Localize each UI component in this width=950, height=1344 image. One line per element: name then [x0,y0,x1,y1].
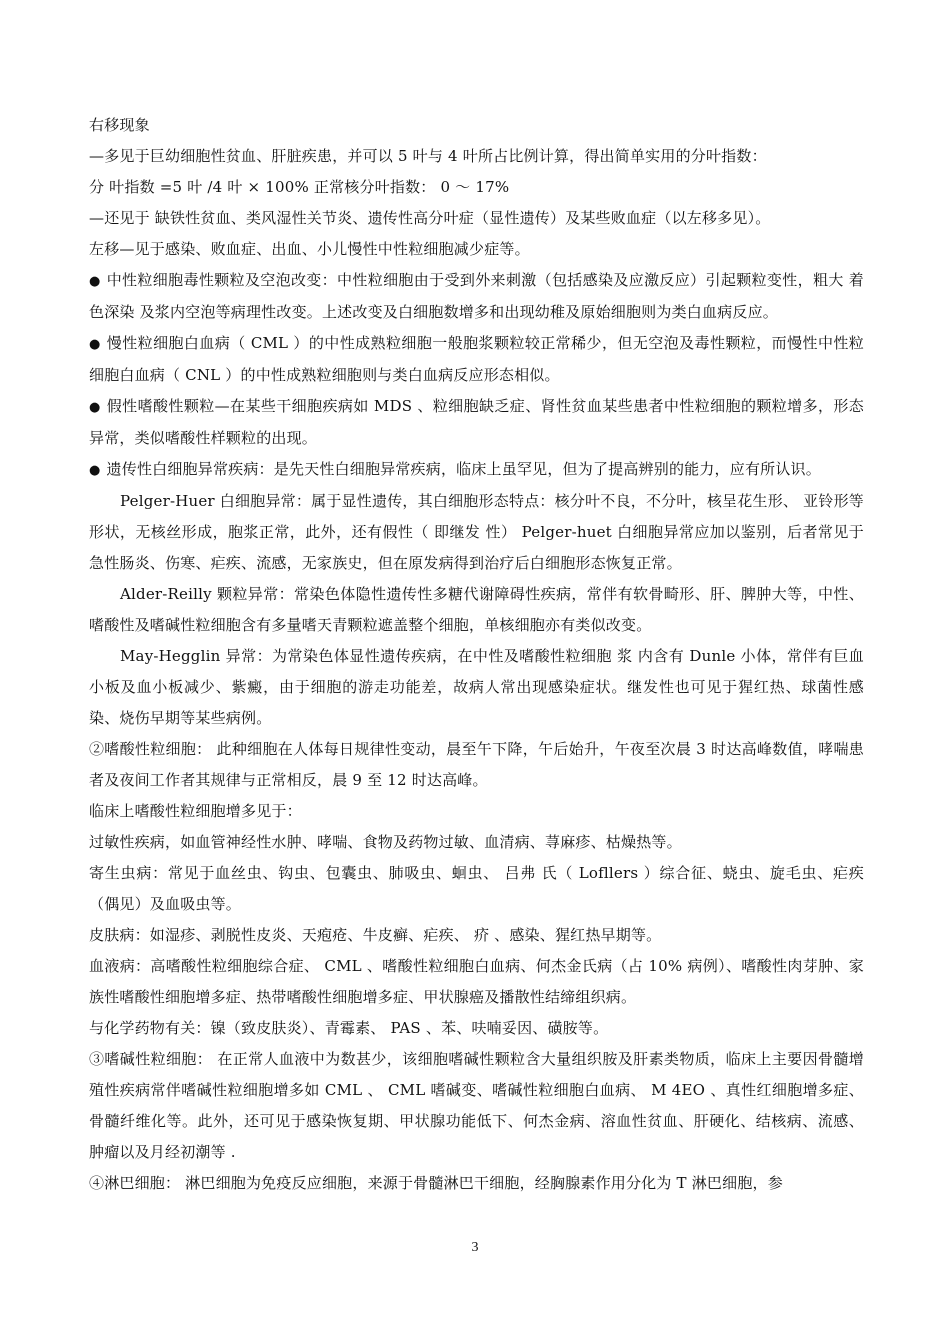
paragraph-text: Alder-Reilly 颗粒异常：常染色体隐性遗传性多糖代谢障碍性疾病，常伴有软骨畸形、肝、脾肿大等，中性、嗜酸性及嗜碱性粒细胞含有多量嗜天青颗粒遮盖整个细胞，单核细胞亦有类似改变。 [89,585,864,634]
paragraph-text: —多见于巨幼细胞性贫血、肝脏疾患，并可以 5 叶与 4 叶所占比例计算，得出简单实用的分叶指数： [89,147,767,165]
paragraph-text: ④淋巴细胞： 淋巴细胞为免疫反应细胞，来源于骨髓淋巴干细胞，经胸腺素作用分化为 T 淋巴细胞，参 [89,1174,783,1192]
paragraph [89,141,864,172]
paragraph [89,391,864,454]
paragraph [89,858,864,920]
paragraph-text: 分 叶指数 =5 叶 /4 叶 × 100% 正常核分叶指数： 0 ～ 17% [89,178,510,196]
bullet-icon: ● [89,463,101,478]
bullet-icon: ● [89,274,101,289]
paragraph-text: Pelger-Huer 白细胞异常：属于显性遗传，其白细胞形态特点：核分叶不良，不分叶，核呈花生形、 亚铃形等 形状，无核丝形成，胞浆正常，此外，还有假性（ 即继发 性） Pelger-huet 白细胞异常应加以鉴别，后者常见于急性肠炎、伤寒、疟疾、流感，无家族史，但在原发病得到治疗后白细胞形态恢复正常。 [89,492,864,572]
paragraph-text: 寄生虫病：常见于血丝虫、钩虫、包囊虫、肺吸虫、蛔虫、 吕弗 氏（ Lofllers ）综合征、蛲虫、旋毛虫、疟疾（偶见）及血吸虫等。 [89,864,864,913]
paragraph-text: 慢性粒细胞白血病（ CML ）的中性成熟粒细胞一般胞浆颗粒较正常稀少，但无空泡及毒性颗粒，而慢性中性粒细胞白血病（ CNL ）的中性成熟粒细胞则与类白血病反应形态相似。 [89,334,864,384]
paragraph [89,827,864,858]
paragraph [89,579,864,641]
paragraph [89,920,864,951]
paragraph [89,641,864,734]
paragraph-text: 皮肤病：如湿疹、剥脱性皮炎、天疱疮、牛皮癣、疟疾、 疥 、感染、猩红热早期等。 [89,926,662,944]
document-body [89,110,864,1199]
paragraph [89,110,864,141]
paragraph [89,734,864,796]
paragraph-text: —还见于 缺铁性贫血、类风湿性关节炎、遗传性高分叶症（显性遗传）及某些败血症（以左移多见）。 [89,209,771,227]
bullet-icon: ● [89,400,101,415]
paragraph-text: May-Hegglin 异常：为常染色体显性遗传疾病，在中性及嗜酸性粒细胞 浆 内含有 Dunle 小体，常伴有巨血小板及血小板减少、紫癜，由于细胞的游走功能差，故病人常出现感染症状。继发性也可见于猩红热、球菌性感染、烧伤早期等某些病例。 [89,647,864,727]
page-number: 3 [471,1240,479,1255]
paragraph-text: 过敏性疾病，如血管神经性水肿、哮喘、食物及药物过敏、血清病、荨麻疹、枯燥热等。 [89,833,682,851]
paragraph-text: 左移—见于感染、败血症、出血、小儿慢性中性粒细胞减少症等。 [89,240,530,258]
paragraph [89,1168,864,1199]
paragraph-text: 中性粒细胞毒性颗粒及空泡改变：中性粒细胞由于受到外来刺激（包括感染及应激反应）引起颗粒变性，粗大 着色深染 及浆内空泡等病理性改变。上述改变及白细胞数增多和出现幼稚及原始细胞则为类白血病反应。 [89,271,864,321]
paragraph-text: 假性嗜酸性颗粒—在某些干细胞疾病如 MDS 、粒细胞缺乏症、肾性贫血某些患者中性粒细胞的颗粒增多，形态异常，类似嗜酸性样颗粒的出现。 [89,397,865,447]
paragraph [89,172,864,203]
paragraph [89,486,864,579]
paragraph [89,1044,864,1168]
paragraph [89,265,864,328]
paragraph [89,1013,864,1044]
bullet-icon: ● [89,337,101,352]
paragraph [89,951,864,1013]
paragraph-text: 与化学药物有关：镍（致皮肤炎）、青霉素、 PAS 、苯、呋喃妥因、磺胺等。 [89,1019,609,1037]
paragraph [89,328,864,391]
paragraph [89,454,864,486]
paragraph-text: ③嗜碱性粒细胞： 在正常人血液中为数甚少，该细胞嗜碱性颗粒含大量组织胺及肝素类物质，临床上主要因骨髓增殖性疾病常伴嗜碱性粒细胞增多如 CML 、 CML 嗜碱变、嗜碱性粒细胞白血病、 M 4EO 、真性红细胞增多症、骨髓纤维化等。此外，还可见于感染恢复期、甲状腺功能低下、何杰金病、溶血性贫血、肝硬化、结核病、流感、肿瘤以及月经初潮等 . [89,1050,864,1161]
paragraph-text: ②嗜酸性粒细胞： 此种细胞在人体每日规律性变动，晨至午下降，午后始升，午夜至次晨 3 时达高峰数值，哮喘患者及夜间工作者其规律与正常相反，晨 9 至 12 时达高峰。 [89,740,864,789]
paragraph-text: 临床上嗜酸性粒细胞增多见于： [89,802,302,820]
paragraph-text: 遗传性白细胞异常疾病：是先天性白细胞异常疾病，临床上虽罕见，但为了提高辨别的能力，应有所认识。 [106,460,821,478]
paragraph [89,796,864,827]
paragraph [89,234,864,265]
paragraph-text: 血液病：高嗜酸性粒细胞综合症、 CML 、嗜酸性粒细胞白血病、何杰金氏病（占 10% 病例）、嗜酸性肉芽肿、家族性嗜酸性细胞增多症、热带嗜酸性细胞增多症、甲状腺癌及播散性结缔组织病。 [89,957,864,1006]
paragraph-text: 右移现象 [89,116,150,134]
paragraph [89,203,864,234]
